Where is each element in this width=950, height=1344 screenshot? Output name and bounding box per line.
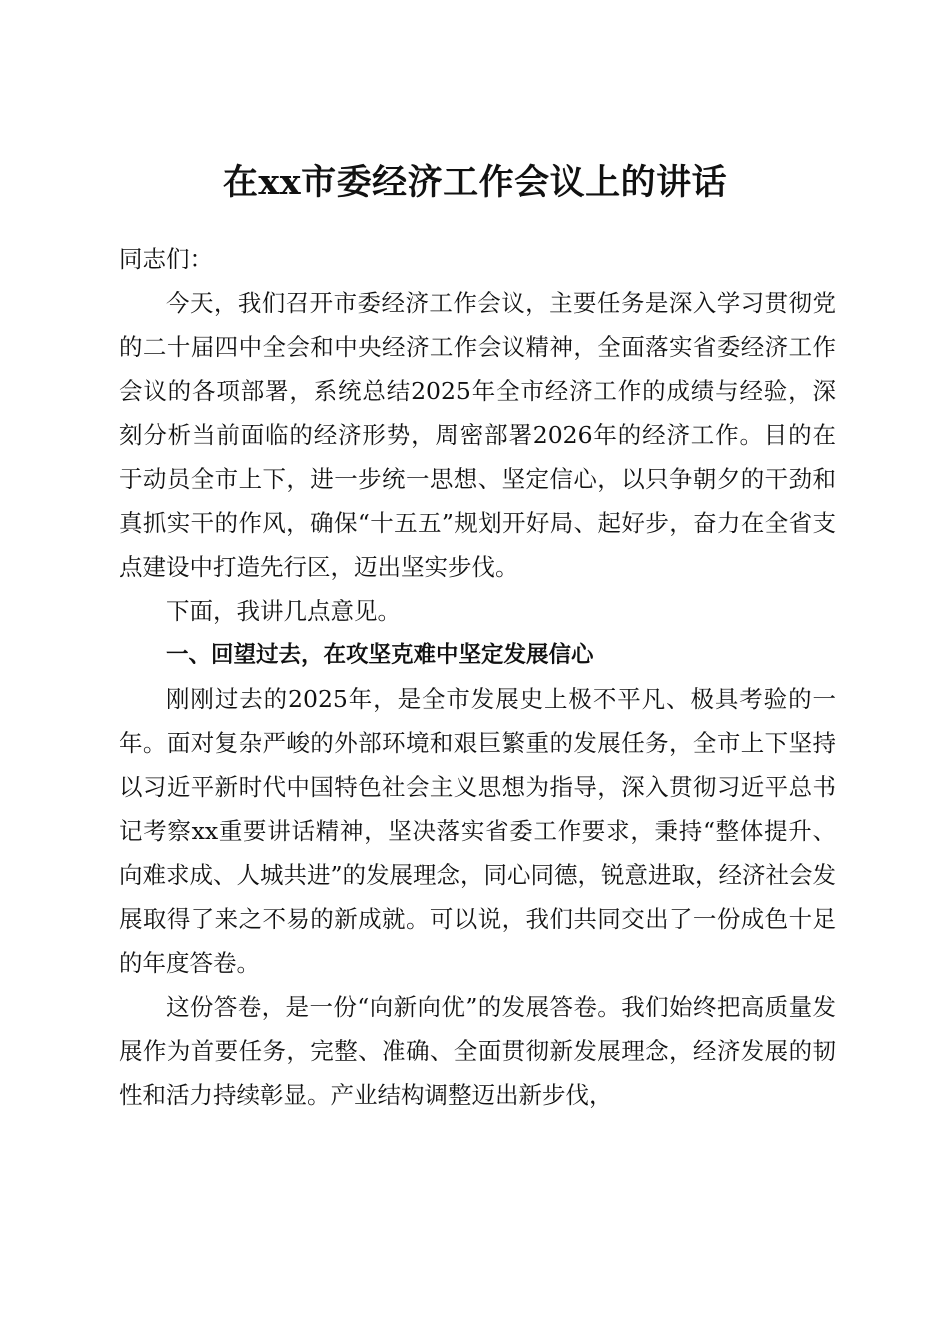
salutation: 同志们： <box>119 245 213 273</box>
paragraph: 下面，我讲几点意见。 <box>166 597 401 625</box>
document-body <box>119 237 836 1117</box>
document-title: 在xx市委经济工作会议上的讲话 <box>222 162 728 204</box>
paragraph: 今天，我们召开市委经济工作会议，主要任务是深入学习贯彻党的二十届四中全会和中央经济工作会议精神，全面落实省委经济工作会议的各项部署，系统总结2025年全市经济工作的成绩与经验，深刻分析当前面临的经济形势，周密部署2026年的经济工作。目的在于动员全市上下，进一步统一思想、坚定信心，以只争朝夕的干劲和真抓实干的作风，确保“十五五”规划开好局、起好步，奋力在全省支点建设中打造先行区，迈出坚实步伐。 <box>119 289 836 581</box>
section-heading: 一、回望过去，在攻坚克难中坚定发展信心 <box>166 642 594 668</box>
paragraph: 刚刚过去的2025年，是全市发展史上极不平凡、极具考验的一年。面对复杂严峻的外部环境和艰巨繁重的发展任务，全市上下坚持以习近平新时代中国特色社会主义思想为指导，深入贯彻习近平总书记考察xx重要讲话精神，坚决落实省委工作要求，秉持“整体提升、向难求成、人城共进”的发展理念，同心同德，锐意进取，经济社会发展取得了来之不易的新成就。可以说，我们共同交出了一份成色十足的年度答卷。 <box>119 685 837 977</box>
paragraph: 这份答卷，是一份“向新向优”的发展答卷。我们始终把高质量发展作为首要任务，完整、准确、全面贯彻新发展理念，经济发展的韧性和活力持续彰显。产业结构调整迈出新步伐， <box>119 993 836 1109</box>
